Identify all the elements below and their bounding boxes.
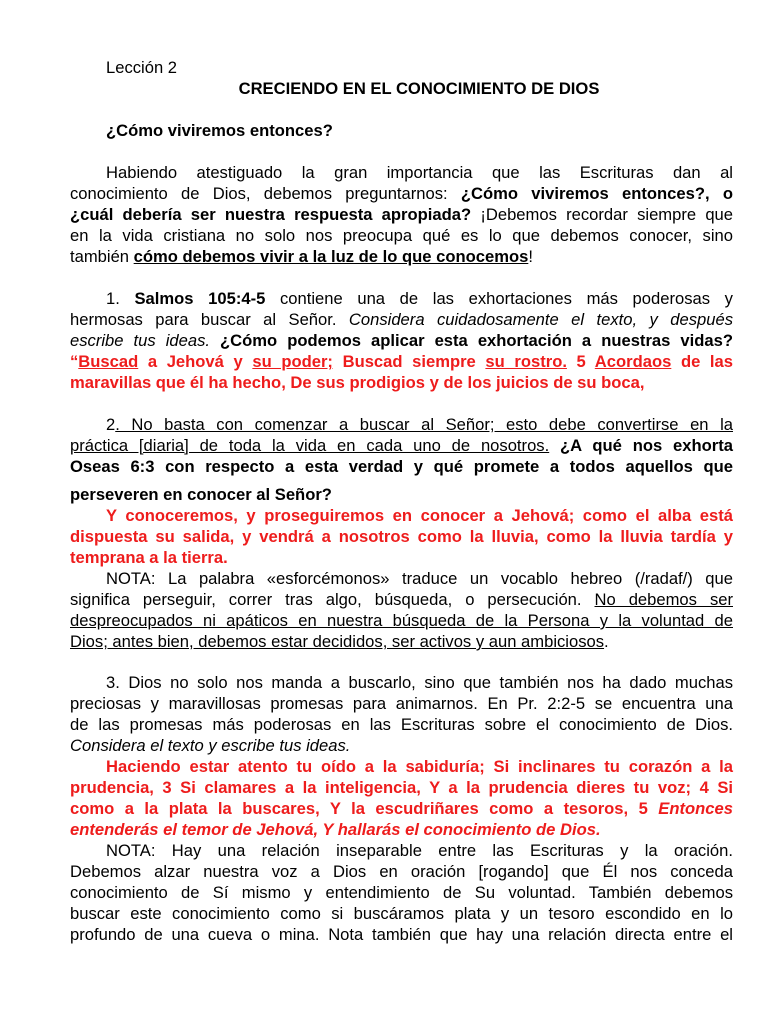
item3-note-line-1: NOTA: Hay una relación inseparable entre las Escrituras y la oración. [106, 841, 733, 860]
intro-line-3: ¿cuál debería ser nuestra respuesta apropiada? ¡Debemos recordar siempre que [70, 205, 734, 224]
intro-line-2: conocimiento de Dios, debemos preguntarnos: ¿Cómo viviremos entonces?, o [70, 184, 733, 203]
lesson-label: Lección 2 [106, 58, 178, 77]
item1-line-2: hermosas para buscar al Señor. Considera cuidadosamente el texto, y después [70, 310, 733, 329]
item2-note-line-2: significa perseguir, correr tras algo, búsqueda, o persecución. No debemos ser [70, 590, 733, 609]
item1-verse-line-2: maravillas que él ha hecho, De sus prodigios y de los juicios de su boca, [70, 373, 645, 392]
item3-verse-line-4: entenderás el temor de Jehová, Y hallarás el conocimiento de Dios. [70, 820, 601, 839]
item2-note-line-3: despreocupados ni apáticos en nuestra búsqueda de la Persona y la voluntad de [70, 611, 733, 630]
item2-line-4: perseveren en conocer al Señor? [70, 485, 332, 504]
item3-verse-line-1: Haciendo estar atento tu oído a la sabiduría; Si inclinares tu corazón a la [106, 757, 733, 776]
item3-line-3: de las promesas más poderosas en las Escrituras sobre el conocimiento de Dios. [70, 715, 733, 734]
item2-line-2: práctica [diaria] de toda la vida en cada uno de nosotros. ¿A qué nos exhorta [70, 436, 733, 455]
item3-line-1: 3. Dios no solo nos manda a buscarlo, sino que también nos ha dado muchas [106, 673, 733, 692]
item3-note-line-3: conocimiento de Sí mismo y entendimiento de Su voluntad. También debemos [70, 883, 733, 902]
item2-verse-line-2: dispuesta su salida, y vendrá a nosotros como la lluvia, como la lluvia tardía y [70, 527, 733, 546]
item3-note-line-4: buscar este conocimiento como si buscáramos plata y un tesoro escondido en lo [70, 904, 733, 923]
item3-line-4: Considera el texto y escribe tus ideas. [70, 736, 351, 755]
item2-line-1: 2. No basta con comenzar a buscar al Señor; esto debe convertirse en la [106, 415, 733, 434]
item3-verse-line-2: prudencia, 3 Si clamares a la inteligencia, Y a la prudencia dieres tu voz; 4 Si [70, 778, 733, 797]
item1-line-1: 1. Salmos 105:4-5 contiene una de las exhortaciones más poderosas y [106, 289, 733, 308]
intro-line-5: también cómo debemos vivir a la luz de lo que conocemos! [70, 247, 533, 266]
item3-note-line-2: Debemos alzar nuestra voz a Dios en oración [rogando] que Él nos conceda [70, 862, 733, 881]
item3-note-line-5: profundo de una cueva o mina. Nota también que hay una relación directa entre el [70, 925, 733, 944]
item2-note-line-4: Dios; antes bien, debemos estar decididos, ser activos y aun ambiciosos. [70, 632, 609, 651]
item2-verse-line-1: Y conoceremos, y proseguiremos en conocer a Jehová; como el alba está [106, 506, 733, 525]
section-question: ¿Cómo viviremos entonces? [106, 121, 333, 140]
item1-line-3: escribe tus ideas. ¿Cómo podemos aplicar esta exhortación a nuestras vidas? [70, 331, 733, 350]
item3-verse-line-3: como a la plata la buscares, Y la escudriñares como a tesoros, 5 Entonces [70, 799, 733, 818]
intro-line-4: en la vida cristiana no solo nos preocupa qué es lo que debemos conocer, sino [70, 226, 733, 245]
item2-verse-line-3: temprana a la tierra. [70, 548, 228, 567]
item2-note-line-1: NOTA: La palabra «esforcémonos» traduce un vocablo hebreo (/radaf/) que [106, 569, 733, 588]
item1-verse-line-1: “Buscad a Jehová y su poder; Buscad siempre su rostro. 5 Acordaos de las [70, 352, 733, 371]
item2-line-3: Oseas 6:3 con respecto a esta verdad y qué promete a todos aquellos que [70, 457, 733, 476]
document-title: CRECIENDO EN EL CONOCIMIENTO DE DIOS [238, 79, 600, 98]
item3-line-2: preciosas y maravillosas promesas para animarnos. En Pr. 2:2-5 se encuentra una [70, 694, 733, 713]
intro-line-1: Habiendo atestiguado la gran importancia que las Escrituras dan al [106, 163, 733, 182]
